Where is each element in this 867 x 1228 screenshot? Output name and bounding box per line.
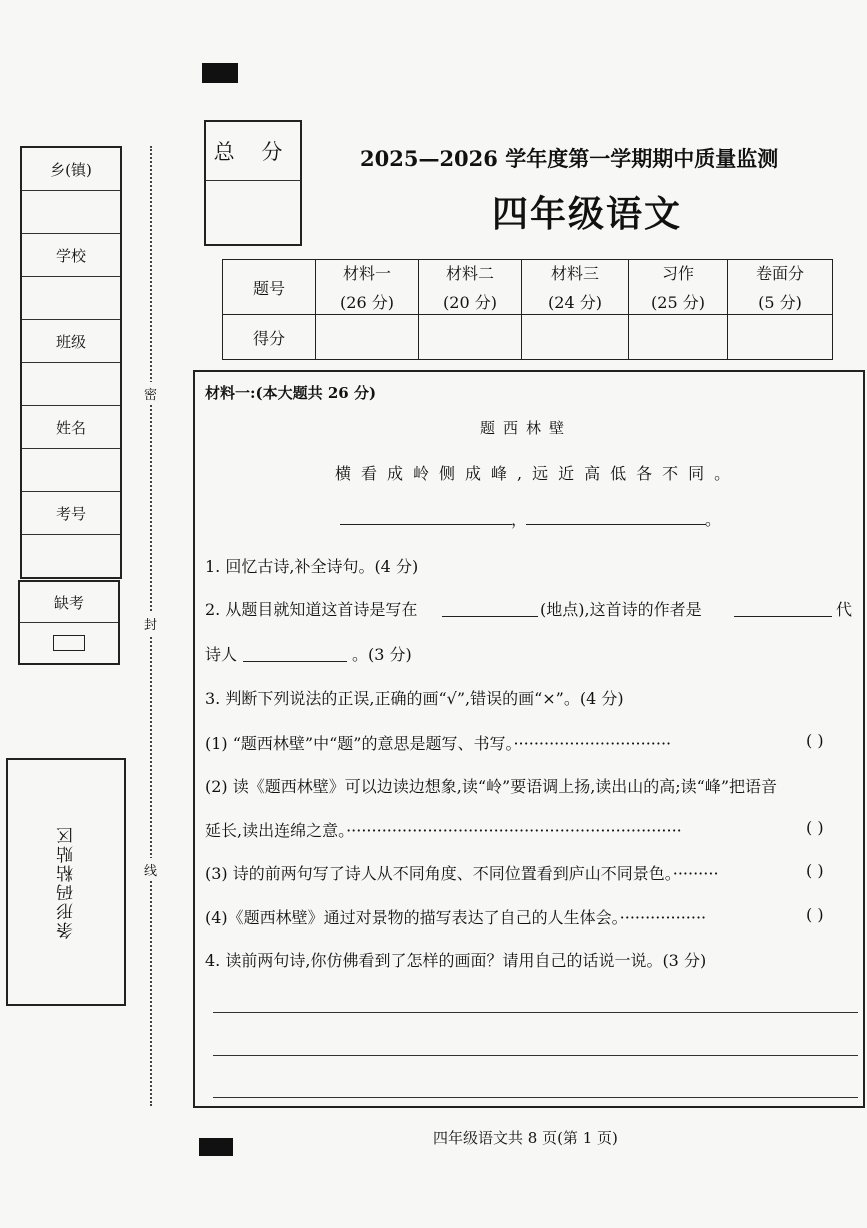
question-2-part-c: 代 (836, 600, 853, 619)
field-class: 班级 (22, 320, 120, 363)
question-2-part-d: 诗人 (205, 645, 238, 664)
student-info-box (20, 146, 122, 579)
q2-dynasty-blank[interactable] (734, 600, 832, 617)
absent-label: 缺考 (20, 582, 118, 623)
field-name-value[interactable] (22, 449, 120, 492)
field-exam-number: 考号 (22, 492, 120, 535)
page-footer: 四年级语文共 8 页(第 1 页) (433, 1129, 618, 1147)
poem-blank-2[interactable] (526, 510, 706, 525)
score-col-material1: 材料一 (26 分) (316, 260, 419, 315)
field-class-value[interactable] (22, 363, 120, 406)
absent-box (18, 580, 120, 665)
poem-blank-1[interactable] (340, 510, 512, 525)
question-3-item-4: (4)《题西林壁》通过对景物的描写表达了自己的人生体会。················· (205, 908, 707, 927)
total-score-label: 总 分 (206, 122, 300, 181)
poem-line-1: 横看成岭侧成峰,远近高低各不同。 (335, 464, 741, 483)
q4-answer-line-1[interactable] (213, 1012, 858, 1013)
poem-period: 。 (705, 510, 722, 529)
q3-2-answer-paren[interactable]: ( ) (806, 818, 824, 837)
score-cell[interactable] (629, 315, 728, 360)
question-3-item-2a: (2) 读《题西林壁》可以边读边想象,读“岭”要语调上扬,读出山的高;读“峰”把语音 (205, 777, 778, 796)
question-2-part-b: (地点),这首诗的作者是 (540, 600, 702, 619)
absent-checkbox[interactable] (53, 635, 85, 651)
score-col-material2: 材料二 (20 分) (419, 260, 522, 315)
seal-char-feng: 封 (144, 612, 157, 635)
exam-title: 2025—2026 学年度第一学期期中质量监测 (360, 146, 779, 171)
q2-poet-blank[interactable] (243, 645, 347, 662)
poem-title: 题西林壁 (480, 419, 573, 437)
q4-answer-line-2[interactable] (213, 1055, 858, 1056)
question-2-part-e: 。(3 分) (352, 645, 412, 664)
score-col-material3: 材料三 (24 分) (522, 260, 629, 315)
question-3: 3. 判断下列说法的正误,正确的画“√”,错误的画“×”。(4 分) (205, 689, 624, 708)
field-township: 乡(镇) (22, 148, 120, 191)
seal-char-xian: 线 (144, 858, 157, 881)
poem-comma: ， (511, 510, 528, 529)
score-cell[interactable] (728, 315, 833, 360)
field-school-value[interactable] (22, 277, 120, 320)
question-3-item-2b: 延长,读出连绵之意。·································································· (205, 821, 682, 840)
q2-location-blank[interactable] (442, 600, 538, 617)
total-score-box (204, 120, 302, 246)
score-col-composition: 习作 (25 分) (629, 260, 728, 315)
field-township-value[interactable] (22, 191, 120, 234)
field-name: 姓名 (22, 406, 120, 449)
q3-3-answer-paren[interactable]: ( ) (806, 861, 824, 880)
section-heading: 材料一:(本大题共 26 分) (205, 384, 377, 402)
question-3-item-1: (1) “题西林壁”中“题”的意思是题写、书写。······························· (205, 734, 672, 753)
q3-1-answer-paren[interactable]: ( ) (806, 731, 824, 750)
seal-char-mi: 密 (144, 382, 157, 405)
field-exam-number-value[interactable] (22, 535, 120, 577)
barcode-label: 条形码粘贴区 (56, 825, 77, 939)
score-cell[interactable] (316, 315, 419, 360)
barcode-area (6, 758, 126, 1006)
question-2-part-a: 2. 从题目就知道这首诗是写在 (205, 600, 418, 619)
score-table-score-label: 得分 (223, 315, 316, 360)
field-school: 学校 (22, 234, 120, 277)
q3-4-answer-paren[interactable]: ( ) (806, 905, 824, 924)
score-cell[interactable] (522, 315, 629, 360)
subject-title: 四年级语文 (492, 194, 683, 235)
q4-answer-line-3[interactable] (213, 1097, 858, 1098)
registration-mark-top (202, 63, 238, 83)
question-3-item-3: (3) 诗的前两句写了诗人从不同角度、不同位置看到庐山不同景色。········· (205, 864, 719, 883)
score-col-neatness: 卷面分 (5 分) (728, 260, 833, 315)
question-4: 4. 读前两句诗,你仿佛看到了怎样的画面？请用自己的话说一说。(3 分) (205, 951, 707, 970)
score-table (222, 259, 833, 360)
registration-mark-bottom (199, 1138, 233, 1156)
score-cell[interactable] (419, 315, 522, 360)
score-table-header-label: 题号 (223, 260, 316, 315)
question-1: 1. 回忆古诗,补全诗句。(4 分) (205, 557, 419, 576)
